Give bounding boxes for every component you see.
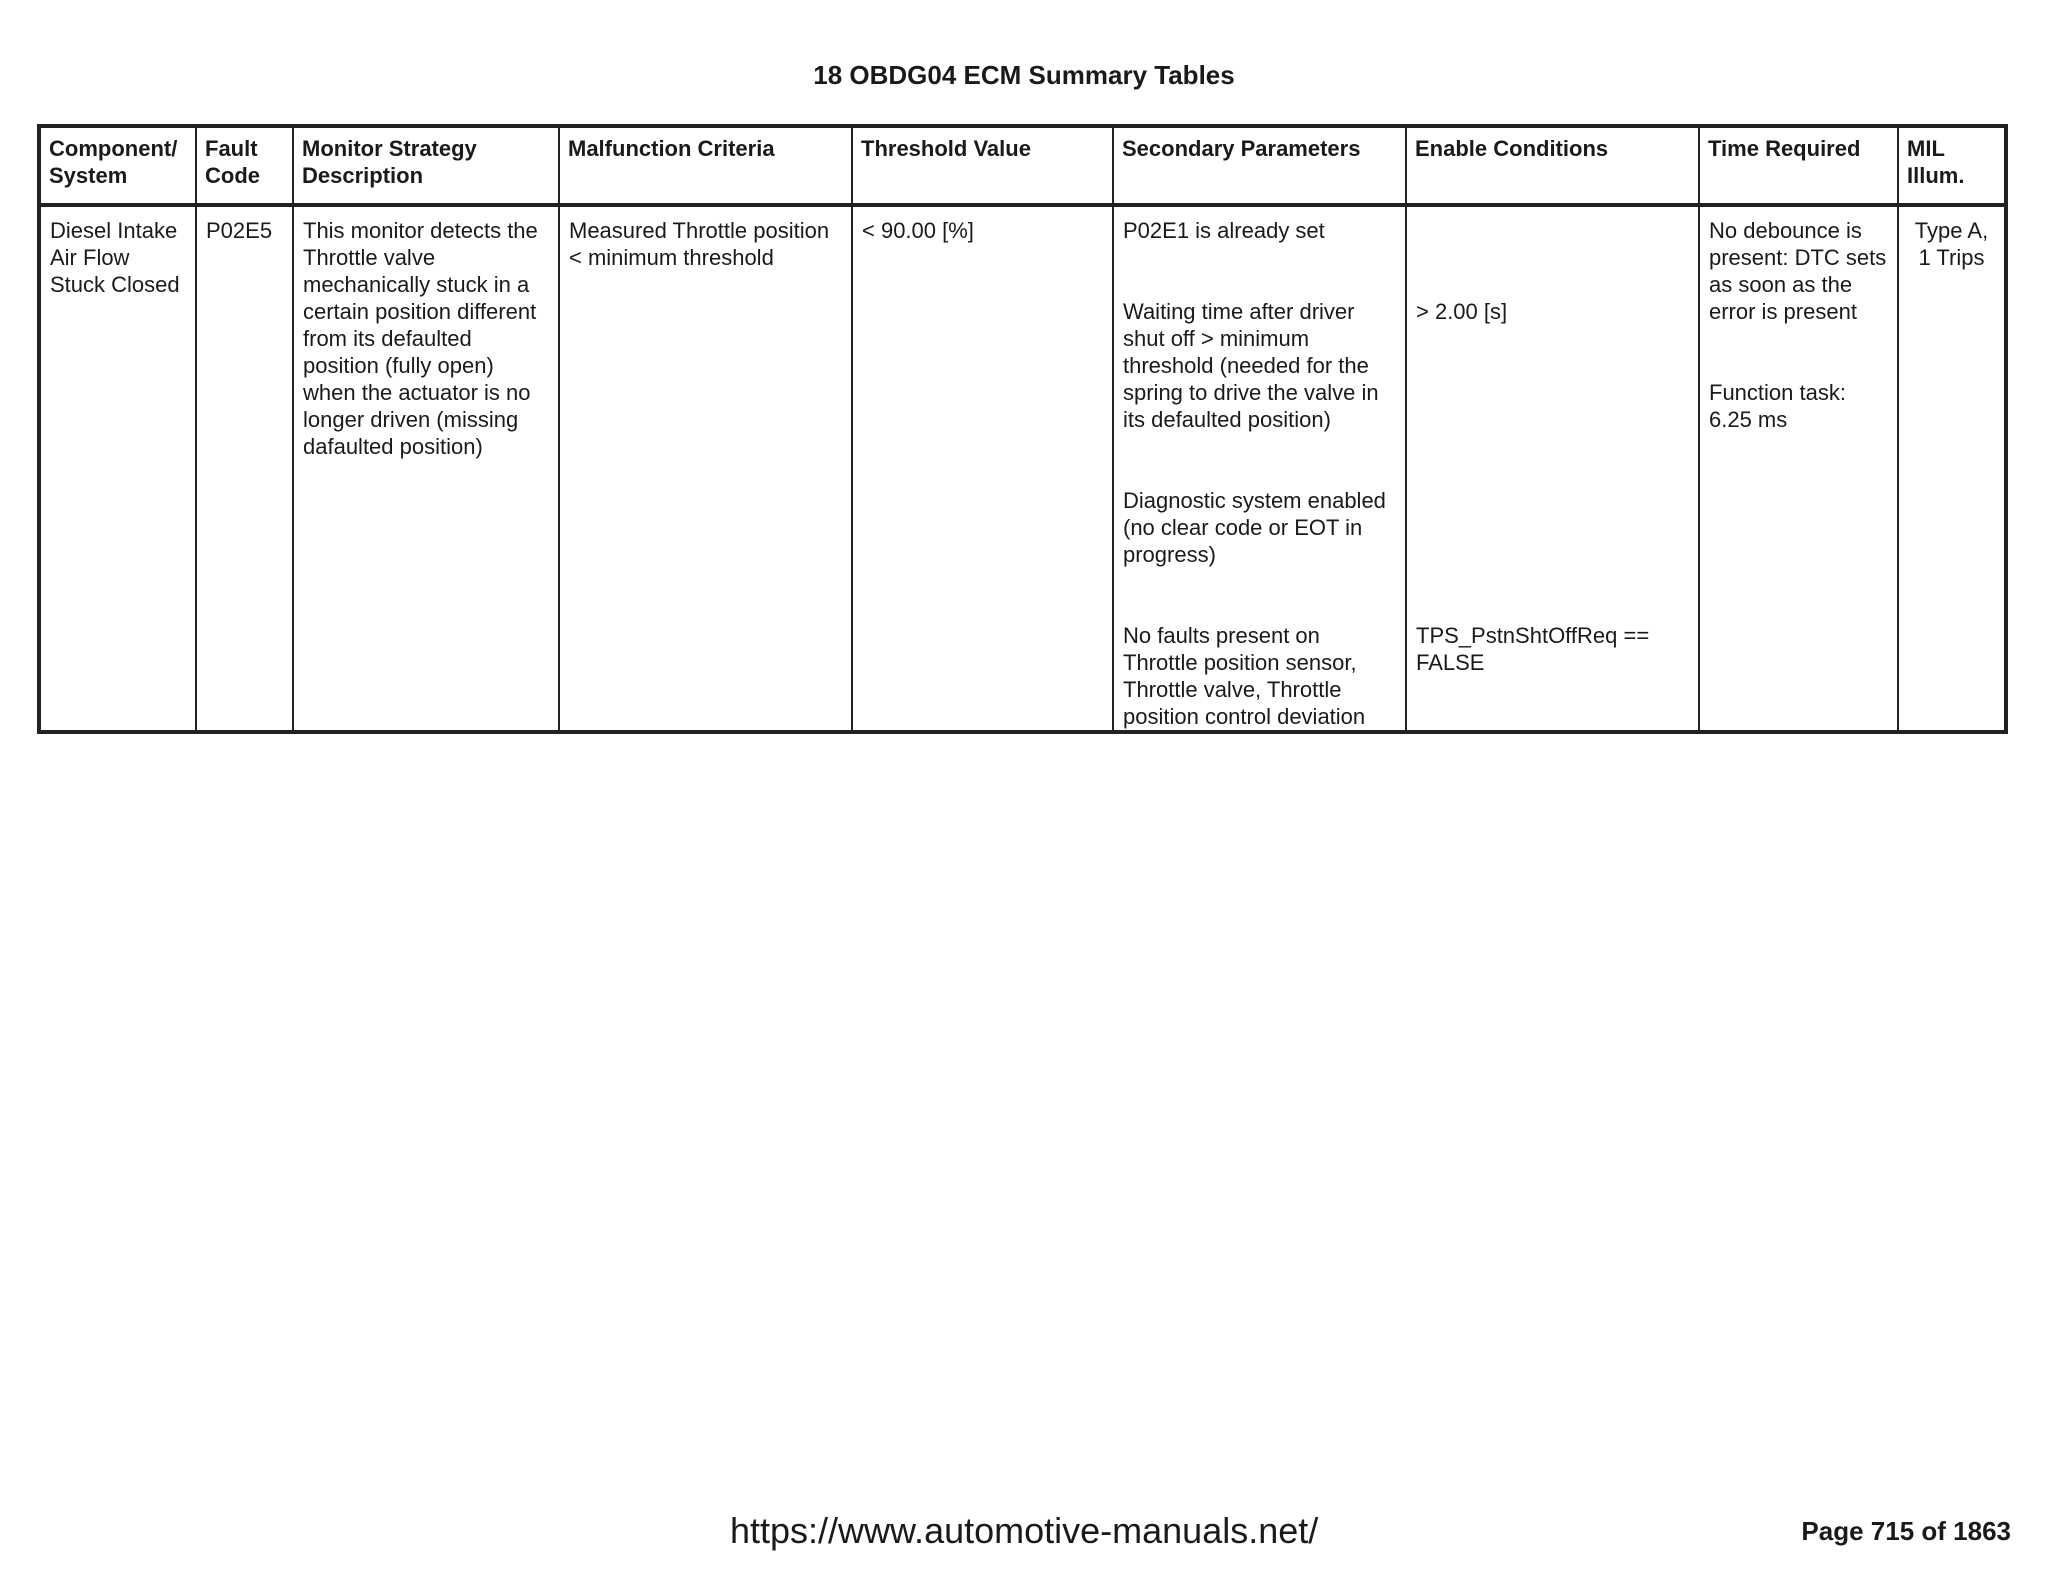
header-enable-conditions: Enable Conditions	[1406, 126, 1699, 205]
secondary-param-1: P02E1 is already set	[1123, 218, 1325, 243]
page-number: Page 715 of 1863	[1801, 1516, 2011, 1546]
time-required-1: No debounce is present: DTC sets as soon as the error is present	[1709, 218, 1887, 324]
time-required-2: Function task: 6.25 ms	[1709, 380, 1846, 432]
cell-component: Diesel Intake Air Flow Stuck Closed	[39, 205, 196, 732]
enable-condition-2: TPS_PstnShtOffReq == FALSE	[1416, 623, 1650, 675]
footer-url: https://www.automotive-manuals.net/	[730, 1510, 1319, 1551]
table-header-row	[39, 126, 2006, 205]
header-threshold-value: Threshold Value	[852, 126, 1113, 205]
header-mil-illum: MIL Illum.	[1898, 126, 2006, 205]
page-title: 18 OBDG04 ECM Summary Tables	[813, 60, 1235, 90]
header-monitor-strategy: Monitor Strategy Description	[293, 126, 559, 205]
cell-threshold-value: < 90.00 [%]	[852, 205, 1113, 732]
header-malfunction-criteria: Malfunction Criteria	[559, 126, 852, 205]
header-component: Component/ System	[39, 126, 196, 205]
ecm-summary-table	[37, 124, 2008, 734]
header-fault-code: Fault Code	[196, 126, 293, 205]
enable-condition-1: > 2.00 [s]	[1416, 299, 1508, 324]
cell-time-required	[1699, 205, 1898, 732]
cell-fault-code: P02E5	[196, 205, 293, 732]
cell-malfunction-criteria: Measured Throttle position < minimum threshold	[559, 205, 852, 732]
secondary-param-2: Waiting time after driver shut off > minimum threshold (needed for the spring to drive the valve in its defaulted position)	[1123, 299, 1379, 432]
header-time-required: Time Required	[1699, 126, 1898, 205]
cell-monitor-strategy: This monitor detects the Throttle valve mechanically stuck in a certain position different from its defaulted position (fully open) when the actuator is no longer driven (missing dafaulted position)	[293, 205, 559, 732]
table-row	[39, 205, 2006, 732]
cell-enable-conditions	[1406, 205, 1699, 732]
secondary-param-3: Diagnostic system enabled (no clear code or EOT in progress)	[1123, 488, 1386, 567]
secondary-param-4: No faults present on Throttle position sensor, Throttle valve, Throttle position control deviation	[1123, 623, 1366, 729]
header-secondary-parameters: Secondary Parameters	[1113, 126, 1406, 205]
cell-mil-illum: Type A, 1 Trips	[1898, 205, 2006, 732]
cell-secondary-parameters	[1113, 205, 1406, 732]
